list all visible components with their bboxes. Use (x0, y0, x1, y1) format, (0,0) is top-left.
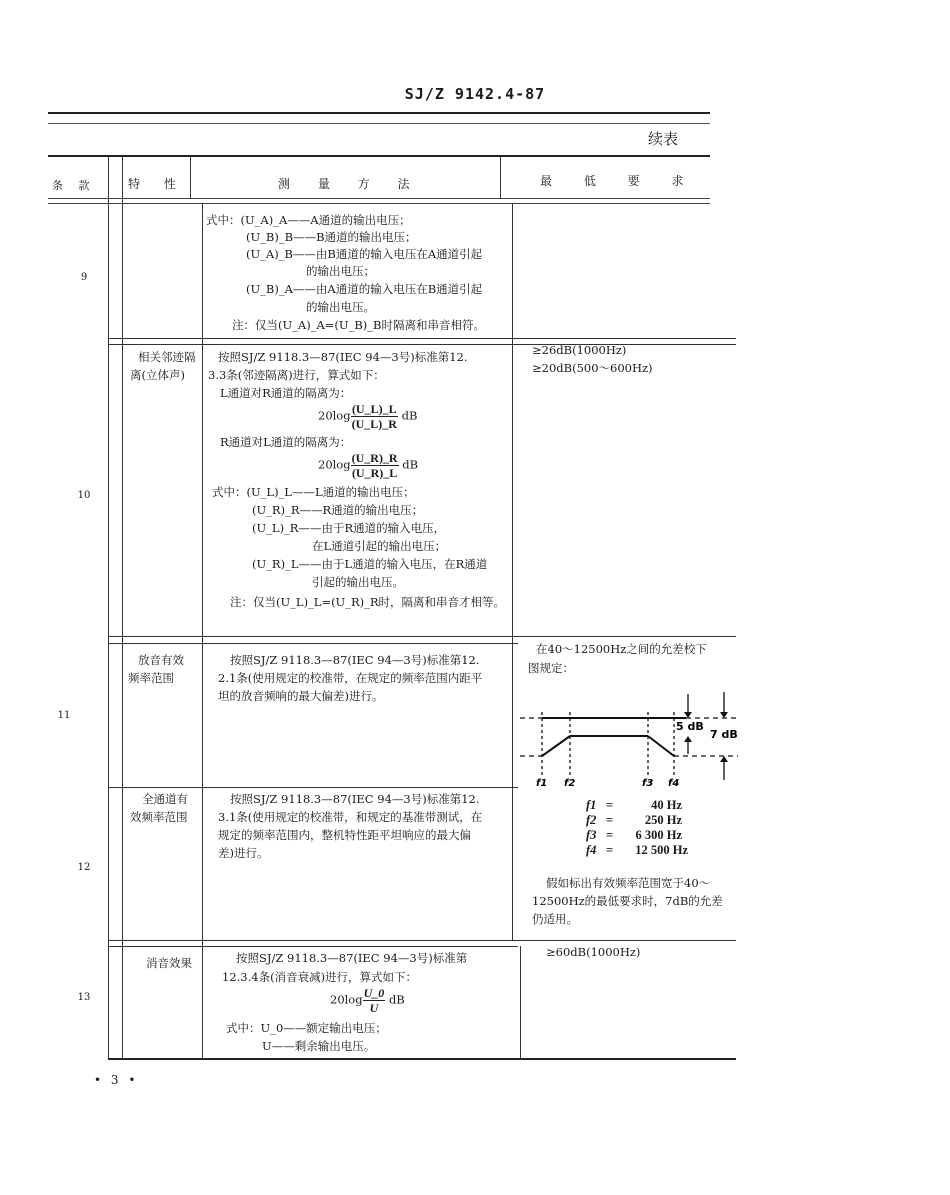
lower-limit-fall (648, 736, 674, 756)
clause-number: 10 (77, 490, 91, 501)
frequency-row: f2 = 250 Hz (586, 813, 682, 827)
method-line: 引起的输出电压。 (312, 575, 404, 589)
method-line: 的输出电压； (306, 264, 375, 278)
method-line: 按照SJ/Z 9118.3—87(IEC 94—3号)标准第12. (230, 792, 480, 806)
f-label: f1 (536, 778, 548, 789)
clause-number: 11 (57, 710, 71, 721)
col-header-method: 测 量 方 法 (278, 177, 422, 191)
method-note: 注：仅当(U_L)_L=(U_R)_R时，隔离和串音才相等。 (230, 595, 506, 609)
method-line: 按照SJ/Z 9118.3—87(IEC 94—3号)标准第12. (218, 350, 468, 364)
method-line: R通道对L通道的隔离为： (220, 435, 352, 449)
requirement-line: 假如标出有效频率范围宽于40～ (546, 876, 711, 890)
clause-number: 13 (77, 992, 91, 1003)
method-line: 式中：(U_A)_A——A通道的输出电压； (206, 213, 411, 227)
requirement-line: 12500Hz的最低要求时，7dB的允差 (532, 894, 723, 908)
method-line: 式中：(U_L)_L——L通道的输出电压； (212, 485, 415, 499)
method-line: (U_L)_R——由于R通道的输入电压， (252, 521, 446, 535)
method-line: 3.3条(邻迹隔离)进行，算式如下： (208, 368, 385, 382)
mute-formula: 20log $\frac{U\_0}{U}$ dB (330, 986, 405, 1015)
method-line: (U_R)_L——由于L通道的输入电压，在R通道 (252, 557, 488, 571)
top-rule (48, 112, 710, 114)
characteristic-line: 离(立体声) (130, 368, 185, 382)
characteristic-line: 相关邻迹隔 (138, 350, 196, 364)
requirement-line: ≥60dB(1000Hz) (546, 945, 641, 959)
method-line: L通道对R通道的隔离为： (220, 386, 352, 400)
method-line: 12.3.4条(消音衰减)进行，算式如下： (222, 970, 418, 984)
lower-limit-rise (542, 736, 570, 756)
clause-number: 9 (80, 272, 88, 283)
characteristic-line: 放音有效 (138, 653, 184, 667)
requirement-line: 图规定： (528, 661, 574, 675)
method-line: 按照SJ/Z 9118.3—87(IEC 94—3号)标准第 (236, 951, 468, 965)
col-header-requirement: 最 低 要 求 (540, 174, 698, 188)
label-5db: 5 dB (676, 720, 704, 733)
tolerance-chart (512, 690, 744, 790)
page-number: • 3 • (94, 1073, 139, 1087)
requirement-line: ≥26dB(1000Hz) (532, 343, 627, 357)
characteristic-line: 消音效果 (146, 956, 192, 970)
col-header-clause: 条 款 (52, 179, 96, 192)
method-line: (U_B)_A——由A通道的输入电压在B通道引起 (246, 282, 483, 296)
method-line: 式中：U_0——额定输出电压； (226, 1021, 387, 1035)
method-line: 坦的放音频响的最大偏差)进行。 (218, 689, 384, 703)
frequency-row: f1 = 40 Hz (586, 798, 682, 812)
top-rule-thin (48, 123, 710, 124)
isolation-formula-lr: 20log $\frac{(U\_L)\_L}{(U\_L)\_R}$ dB (318, 402, 418, 431)
requirement-line: 在40～12500Hz之间的允差校下 (536, 642, 707, 656)
requirement-line: ≥20dB(500～600Hz) (532, 361, 653, 375)
method-line: U——剩余输出电压。 (262, 1039, 376, 1053)
col-header-characteristic: 特 性 (128, 177, 186, 191)
label-7db: 7 dB (710, 728, 738, 741)
isolation-formula-rl: 20log $\frac{(U\_R)\_R}{(U\_R)\_L}$ dB (318, 451, 419, 480)
method-line: (U_R)_R——R通道的输出电压； (252, 503, 424, 517)
method-note: 注：仅当(U_A)_A=(U_B)_B时隔离和串音相符。 (232, 318, 485, 332)
characteristic-line: 全通道有 (142, 792, 188, 806)
characteristic-line: 效频率范围 (130, 810, 188, 824)
standard-code: SJ/Z 9142.4-87 (404, 85, 546, 103)
method-line: 按照SJ/Z 9118.3—87(IEC 94—3号)标准第12. (230, 653, 480, 667)
method-line: 的输出电压。 (306, 300, 375, 314)
method-line: (U_B)_B——B通道的输出电压； (246, 230, 417, 244)
method-line: 在L通道引起的输出电压； (312, 539, 447, 553)
frequency-row: f3 = 6 300 Hz (586, 828, 682, 842)
f-label: f3 (642, 778, 654, 789)
continued-label: 续表 (648, 130, 679, 148)
f-label: f4 (668, 778, 680, 789)
method-line: 2.1条(使用规定的校准带，在规定的频率范围内距平 (218, 671, 483, 685)
clause-number: 12 (77, 862, 91, 873)
requirement-line: 仍适用。 (532, 912, 578, 926)
method-line: 3.1条(使用规定的校准带，和规定的基准带测试，在 (218, 810, 483, 824)
method-line: 差)进行。 (218, 846, 269, 860)
characteristic-line: 频率范围 (128, 671, 174, 685)
frequency-row: f4 = 12 500 Hz (586, 843, 688, 857)
method-line: (U_A)_B——由B通道的输入电压在A通道引起 (246, 247, 483, 261)
method-line: 规定的频率范围内，整机特性距平坦响应的最大偏 (218, 828, 471, 842)
f-label: f2 (564, 778, 576, 789)
